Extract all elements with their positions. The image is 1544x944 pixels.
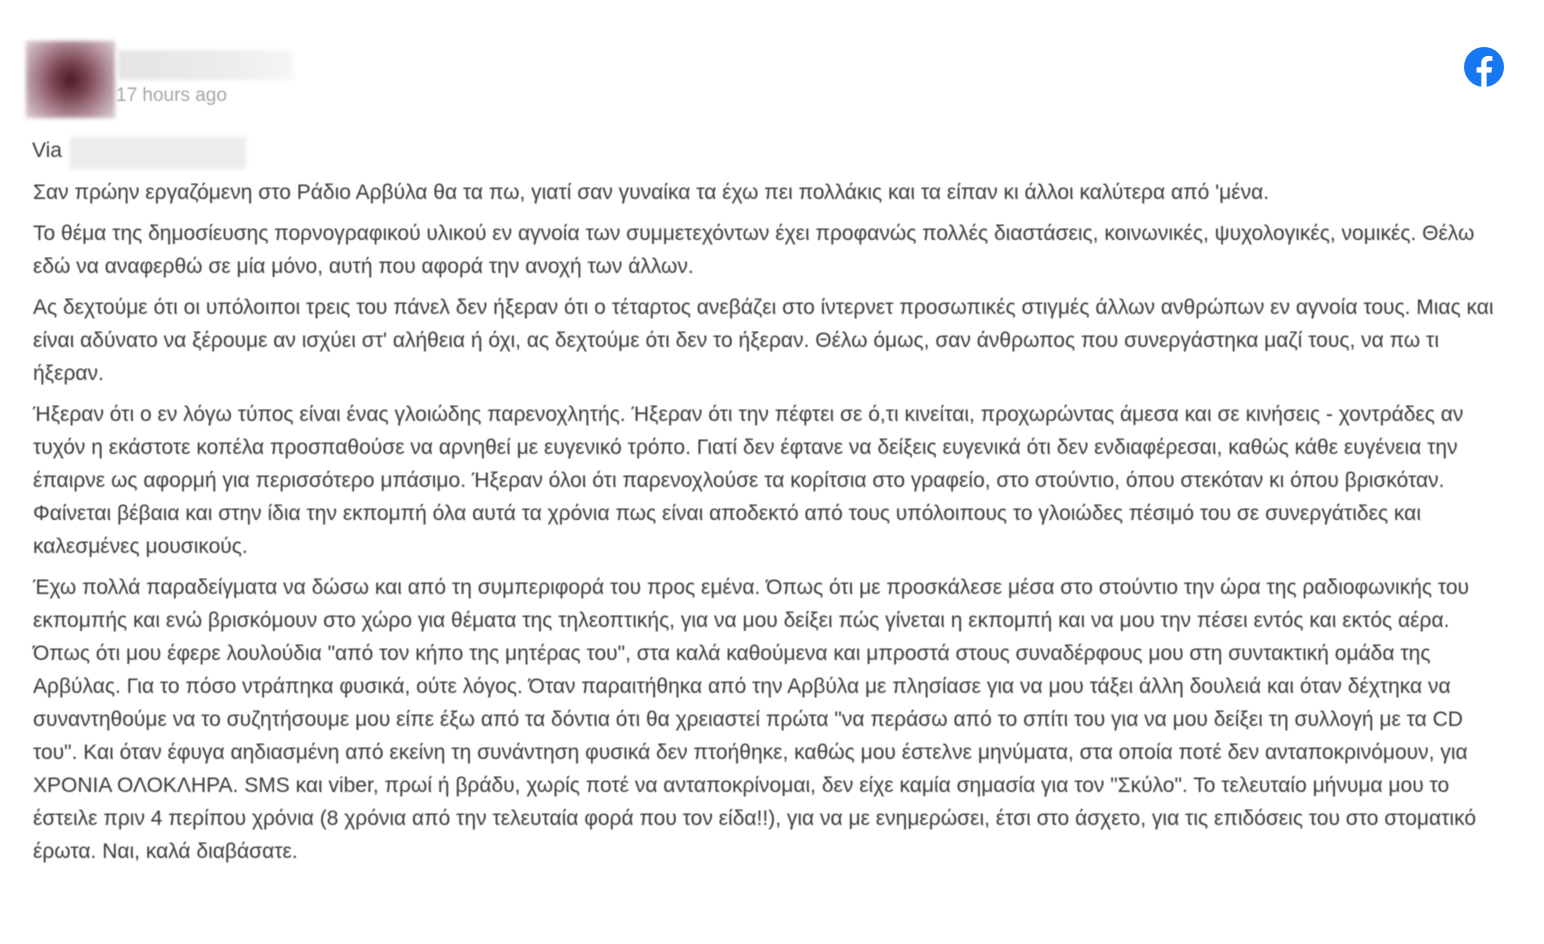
post-paragraph: Έχω πολλά παραδείγματα να δώσω και από τη συμπεριφορά του προς εμένα. Όπως ότι με προσκάλεσε μέσα στο στούντιο την ώρα της ραδιοφωνικής του εκπομπής και ενώ βρισκόμουν στο χώρο για θέματα της τηλεοπτικής, για να μου δείξει πώς γίνεται η εκπομπή και να μου την πέσει εντός και εκτός αέρα. Όπως ότι μου έφερε λουλούδια "από τον κήπο της μητέρας του", στα καλά καθούμενα και μπροστά στους συναδέρφους μου στη συντακτική ομάδα της Αρβύλας. Για το πόσο ντράπηκα φυσικά, ούτε λόγος. Όταν παραιτήθηκα από την Αρβύλα με πλησίασε για να μου τάξει άλλη δουλειά και όταν δέχτηκα να συναντηθούμε να το συζητήσουμε μου είπε έξω από τα δόντια ότι θα χρειαστεί πρώτα "να περάσω από το σπίτι του για να μου δείξει τη συλλογή με τα CD του". Και όταν έφυγα αηδιασμένη από εκείνη τη συνάντηση φυσικά δεν πτοήθηκε, καθώς μου έστελνε μηνύματα, στα οποία ποτέ δεν ανταποκρινόμουν, για ΧΡΟΝΙΑ ΟΛΟΚΛΗΡΑ. SMS και viber, πρωί ή βράδυ, χωρίς ποτέ να ανταποκρίνομαι, δεν είχε καμία σημασία για τον "Σκύλο". Το τελευταίο μήνυμα μου το έστειλε πριν 4 περίπου χρόνια (8 χρόνια από την τελευταία φορά που τον είδα!!), για να με ενημερώσει, έτσι στο άσχετο, για τις επιδόσεις του στο στοματικό έρωτα. Ναι, καλά διαβάσατε. [33, 576, 1477, 863]
post-timestamp[interactable]: 17 hours ago [116, 85, 227, 106]
via-label: Via [32, 139, 62, 162]
post-paragraph: Το θέμα της δημοσίευσης πορνογραφικού υλικού εν αγνοία των συμμετεχόντων έχει προφανώς πολλές διαστάσεις, κοινωνικές, ψυχολογικές, νομικές. Θέλω εδώ να αναφερθώ σε μία μόνο, αυτή που αφορά την ανοχή των άλλων. [33, 222, 1475, 278]
post-paragraph: Σαν πρώην εργαζόμενη στο Ράδιο Αρβύλα θα τα πω, γιατί σαν γυναίκα τα έχω πει πολλάκις και τα είπαν κι άλλοι καλύτερα από 'μένα. [33, 181, 1270, 204]
avatar[interactable] [26, 41, 115, 118]
post-paragraph: Ήξεραν ότι ο εν λόγω τύπος είναι ένας γλοιώδης παρενοχλητής. Ήξεραν ότι την πέφτει σε ό,τι κινείται, προχωρώντας άμεσα και σε κινήσεις - χοντράδες αν τυχόν η εκάστοτε κοπέλα προσπαθούσε να αρνηθεί με ευγενικό τρόπο. Γιατί δεν έφτανε να δείξεις ευγενικά ότι δεν ενδιαφέρεσαι, καθώς κάθε ευγένεια την έπαιρνε ως αφορμή για περισσότερο μπάσιμο. Ήξεραν όλοι ότι παρενοχλούσε τα κορίτσια στο γραφείο, στο στούντιο, όπου στεκόταν κι όπου βρισκόταν. Φαίνεται βέβαια και στην ίδια την εκπομπή όλα αυτά τα χρόνια πως είναι αποδεκτό από τους υπόλοιπους το γλοιώδες πέσιμό του σε συνεργάτιδες και καλεσμένες μουσικούς. [33, 403, 1464, 558]
post-body [33, 176, 1511, 876]
author-name-redacted[interactable] [118, 50, 294, 80]
post-paragraph: Ας δεχτούμε ότι οι υπόλοιποι τρεις του πάνελ δεν ήξεραν ότι ο τέταρτος ανεβάζει στο ίντερνετ προσωπικές στιγμές άλλων ανθρώπων εν αγνοία τους. Μιας και είναι αδύνατο να ξέρουμε αν ισχύει στ' αλήθεια ή όχι, ας δεχτούμε ότι δεν το ήξεραν. Θέλω όμως, σαν άνθρωπος που συνεργάστηκα μαζί τους, να πω τι ήξεραν. [33, 296, 1494, 385]
facebook-icon [1463, 46, 1505, 88]
via-source-redacted[interactable] [70, 137, 246, 169]
